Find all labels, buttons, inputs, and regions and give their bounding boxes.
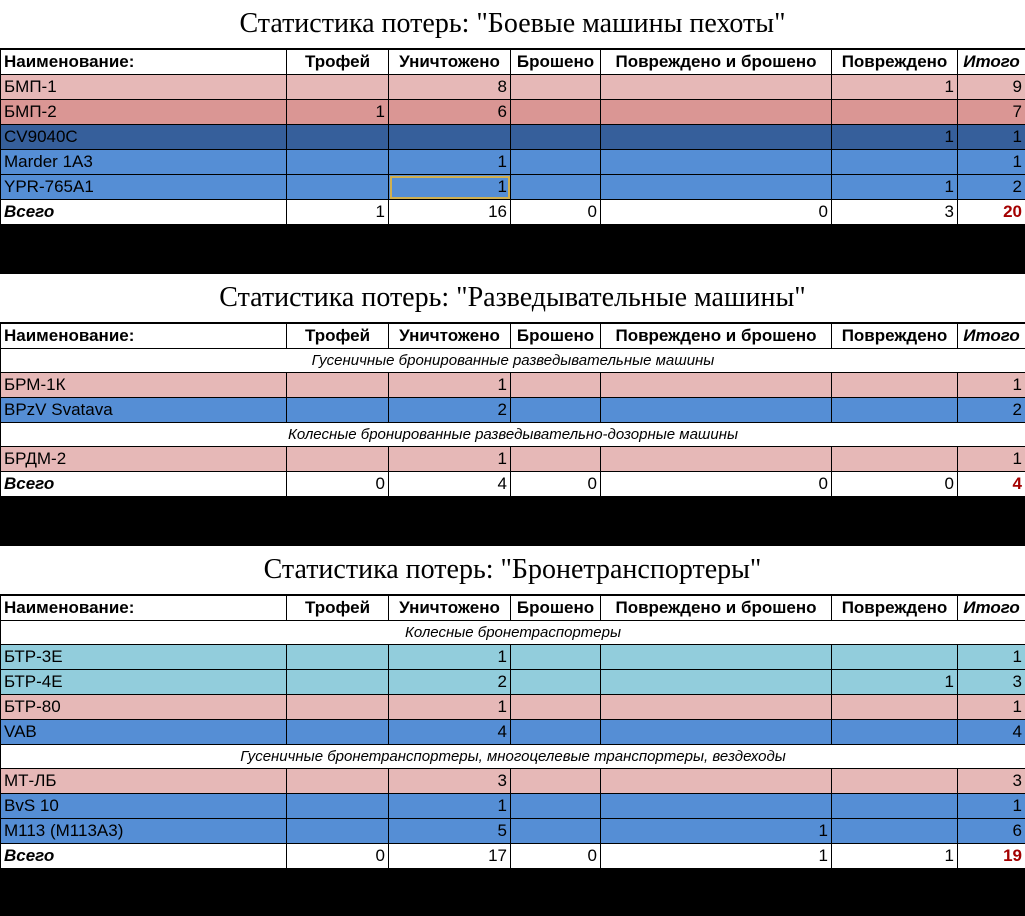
cell-abandoned[interactable] [511,75,601,100]
cell-destroyed[interactable]: 1 [389,447,511,472]
cell-abandoned[interactable] [511,670,601,695]
cell-name[interactable]: БТР-4Е [1,670,287,695]
cell-name[interactable]: Всего [1,472,287,497]
header-row [1,50,1025,75]
cell-damaged-abandoned[interactable] [601,720,832,745]
column-header-damaged-abandoned: Повреждено и брошено [601,324,832,349]
cell-trophy[interactable]: 1 [287,100,389,125]
column-header-total: Итого [958,596,1025,621]
cell-trophy[interactable] [287,398,389,423]
cell-total[interactable]: 6 [958,819,1025,844]
cell-damaged-abandoned[interactable] [601,125,832,150]
cell-damaged-abandoned[interactable] [601,794,832,819]
cell-damaged-abandoned[interactable] [601,398,832,423]
cell-damaged[interactable] [832,645,958,670]
cell-damaged[interactable] [832,794,958,819]
cell-total[interactable]: 19 [958,844,1025,869]
column-header-abandoned: Брошено [511,596,601,621]
cell-trophy[interactable] [287,819,389,844]
cell-total[interactable]: 2 [958,175,1025,200]
cell-abandoned[interactable] [511,769,601,794]
subcategory-row [1,745,1025,769]
cell-damaged[interactable]: 3 [832,200,958,225]
section-reconnaissance-vehicles [0,274,1025,497]
cell-destroyed[interactable]: 16 [389,200,511,225]
column-header-damaged-abandoned: Повреждено и брошено [601,50,832,75]
cell-destroyed[interactable]: 1 [389,373,511,398]
cell-abandoned[interactable] [511,100,601,125]
cell-total[interactable]: 3 [958,769,1025,794]
header-row [1,596,1025,621]
cell-abandoned[interactable] [511,720,601,745]
cell-destroyed[interactable]: 2 [389,398,511,423]
cell-name[interactable]: CV9040C [1,125,287,150]
cell-trophy[interactable] [287,769,389,794]
column-header-name: Наименование: [1,596,287,621]
total-row [1,472,1025,497]
cell-destroyed[interactable]: 4 [389,720,511,745]
cell-damaged[interactable] [832,373,958,398]
cell-trophy[interactable] [287,175,389,200]
cell-destroyed[interactable]: 1 [389,695,511,720]
section-infantry-fighting-vehicles [0,0,1025,225]
subcategory-label: Гусеничные бронированные разведывательные машины [1,349,1025,373]
column-header-destroyed: Уничтожено [389,50,511,75]
cell-name[interactable]: VAB [1,720,287,745]
column-header-trophy: Трофей [287,50,389,75]
cell-abandoned[interactable] [511,398,601,423]
cell-damaged-abandoned[interactable] [601,150,832,175]
loss-table [0,49,1025,225]
subcategory-label: Колесные бронированные разведывательно-дозорные машины [1,423,1025,447]
cell-damaged-abandoned[interactable] [601,670,832,695]
cell-damaged[interactable] [832,819,958,844]
table-row [1,75,1025,100]
column-header-damaged: Повреждено [832,596,958,621]
cell-name[interactable]: БРДМ-2 [1,447,287,472]
cell-total[interactable]: 1 [958,150,1025,175]
cell-destroyed[interactable]: 17 [389,844,511,869]
cell-destroyed[interactable]: 1 [389,150,511,175]
cell-damaged[interactable] [832,100,958,125]
cell-damaged-abandoned[interactable] [601,373,832,398]
cell-total[interactable]: 1 [958,125,1025,150]
cell-name[interactable]: Всего [1,844,287,869]
cell-trophy[interactable] [287,720,389,745]
cell-damaged-abandoned[interactable] [601,645,832,670]
cell-trophy[interactable] [287,645,389,670]
column-header-damaged: Повреждено [832,324,958,349]
table-row [1,794,1025,819]
cell-damaged[interactable] [832,150,958,175]
cell-name[interactable]: БТР-80 [1,695,287,720]
cell-trophy[interactable] [287,447,389,472]
cell-trophy[interactable] [287,695,389,720]
cell-abandoned[interactable] [511,695,601,720]
subcategory-row [1,349,1025,373]
table-row [1,819,1025,844]
cell-abandoned[interactable] [511,819,601,844]
cell-abandoned[interactable] [511,794,601,819]
cell-name[interactable]: YPR-765A1 [1,175,287,200]
column-header-total: Итого [958,324,1025,349]
cell-total[interactable]: 20 [958,200,1025,225]
cell-damaged-abandoned[interactable] [601,100,832,125]
header-row [1,324,1025,349]
total-row [1,844,1025,869]
total-row [1,200,1025,225]
table-row [1,769,1025,794]
column-header-name: Наименование: [1,50,287,75]
cell-destroyed[interactable]: 4 [389,472,511,497]
cell-damaged[interactable] [832,447,958,472]
cell-abandoned[interactable] [511,125,601,150]
cell-abandoned[interactable] [511,150,601,175]
cell-trophy[interactable]: 0 [287,844,389,869]
column-header-total: Итого [958,50,1025,75]
cell-abandoned[interactable] [511,373,601,398]
subcategory-row [1,423,1025,447]
cell-trophy[interactable]: 0 [287,472,389,497]
cell-trophy[interactable] [287,75,389,100]
column-header-abandoned: Брошено [511,50,601,75]
cell-total[interactable]: 7 [958,100,1025,125]
cell-damaged[interactable]: 0 [832,472,958,497]
cell-damaged-abandoned[interactable]: 1 [601,844,832,869]
table-row [1,175,1025,200]
table-row [1,670,1025,695]
column-header-destroyed: Уничтожено [389,596,511,621]
cell-damaged-abandoned[interactable]: 1 [601,819,832,844]
cell-destroyed[interactable]: 2 [389,670,511,695]
table-row [1,695,1025,720]
cell-name[interactable]: БМП-2 [1,100,287,125]
table-row [1,100,1025,125]
loss-table [0,595,1025,869]
cell-total[interactable]: 1 [958,645,1025,670]
cell-total[interactable]: 4 [958,472,1025,497]
cell-trophy[interactable]: 1 [287,200,389,225]
cell-total[interactable]: 4 [958,720,1025,745]
cell-abandoned[interactable] [511,645,601,670]
cell-destroyed[interactable]: 5 [389,819,511,844]
cell-abandoned[interactable]: 0 [511,200,601,225]
table-row [1,645,1025,670]
section-title: Статистика потерь: "Разведывательные машины" [0,274,1025,323]
column-header-trophy: Трофей [287,324,389,349]
column-header-destroyed: Уничтожено [389,324,511,349]
column-header-damaged-abandoned: Повреждено и брошено [601,596,832,621]
cell-name[interactable]: БРМ-1К [1,373,287,398]
cell-name[interactable]: BPzV Svatava [1,398,287,423]
subcategory-label: Гусеничные бронетранспортеры, многоцелевые транспортеры, вездеходы [1,745,1025,769]
cell-damaged-abandoned[interactable] [601,175,832,200]
cell-damaged[interactable]: 1 [832,844,958,869]
table-row [1,373,1025,398]
cell-name[interactable]: МТ-ЛБ [1,769,287,794]
cell-destroyed[interactable]: 1 [389,175,511,200]
cell-trophy[interactable] [287,794,389,819]
table-row [1,398,1025,423]
cell-total[interactable]: 1 [958,373,1025,398]
cell-total[interactable]: 1 [958,447,1025,472]
cell-name[interactable]: BvS 10 [1,794,287,819]
section-armored-personnel-carriers [0,546,1025,869]
cell-damaged[interactable]: 1 [832,75,958,100]
cell-destroyed[interactable]: 1 [389,645,511,670]
cell-damaged-abandoned[interactable]: 0 [601,472,832,497]
cell-total[interactable]: 3 [958,670,1025,695]
cell-trophy[interactable] [287,125,389,150]
cell-name[interactable]: M113 (M113A3) [1,819,287,844]
cell-damaged[interactable]: 1 [832,670,958,695]
cell-damaged[interactable] [832,769,958,794]
cell-damaged[interactable] [832,398,958,423]
cell-damaged[interactable]: 1 [832,175,958,200]
cell-abandoned[interactable]: 0 [511,844,601,869]
cell-trophy[interactable] [287,150,389,175]
cell-damaged-abandoned[interactable] [601,769,832,794]
column-header-abandoned: Брошено [511,324,601,349]
section-title: Статистика потерь: "Боевые машины пехоты" [0,0,1025,49]
cell-damaged-abandoned[interactable] [601,695,832,720]
cell-abandoned[interactable]: 0 [511,472,601,497]
cell-destroyed[interactable]: 1 [389,794,511,819]
cell-damaged[interactable]: 1 [832,125,958,150]
section-title: Статистика потерь: "Бронетранспортеры" [0,546,1025,595]
cell-total[interactable]: 2 [958,398,1025,423]
cell-abandoned[interactable] [511,175,601,200]
cell-damaged[interactable] [832,720,958,745]
cell-name[interactable]: Всего [1,200,287,225]
cell-abandoned[interactable] [511,447,601,472]
cell-total[interactable]: 1 [958,794,1025,819]
cell-destroyed[interactable]: 3 [389,769,511,794]
table-row [1,720,1025,745]
column-header-damaged: Повреждено [832,50,958,75]
cell-name[interactable]: БМП-1 [1,75,287,100]
cell-trophy[interactable] [287,670,389,695]
cell-trophy[interactable] [287,373,389,398]
table-row [1,150,1025,175]
loss-table [0,323,1025,497]
subcategory-label: Колесные бронетраспортеры [1,621,1025,645]
table-row [1,447,1025,472]
cell-damaged-abandoned[interactable] [601,75,832,100]
column-header-name: Наименование: [1,324,287,349]
cell-damaged-abandoned[interactable]: 0 [601,200,832,225]
cell-name[interactable]: Marder 1A3 [1,150,287,175]
cell-name[interactable]: БТР-3Е [1,645,287,670]
cell-destroyed[interactable]: 6 [389,100,511,125]
cell-total[interactable]: 9 [958,75,1025,100]
cell-total[interactable]: 1 [958,695,1025,720]
cell-damaged[interactable] [832,695,958,720]
cell-destroyed[interactable] [389,125,511,150]
subcategory-row [1,621,1025,645]
table-row [1,125,1025,150]
column-header-trophy: Трофей [287,596,389,621]
cell-destroyed[interactable]: 8 [389,75,511,100]
cell-damaged-abandoned[interactable] [601,447,832,472]
